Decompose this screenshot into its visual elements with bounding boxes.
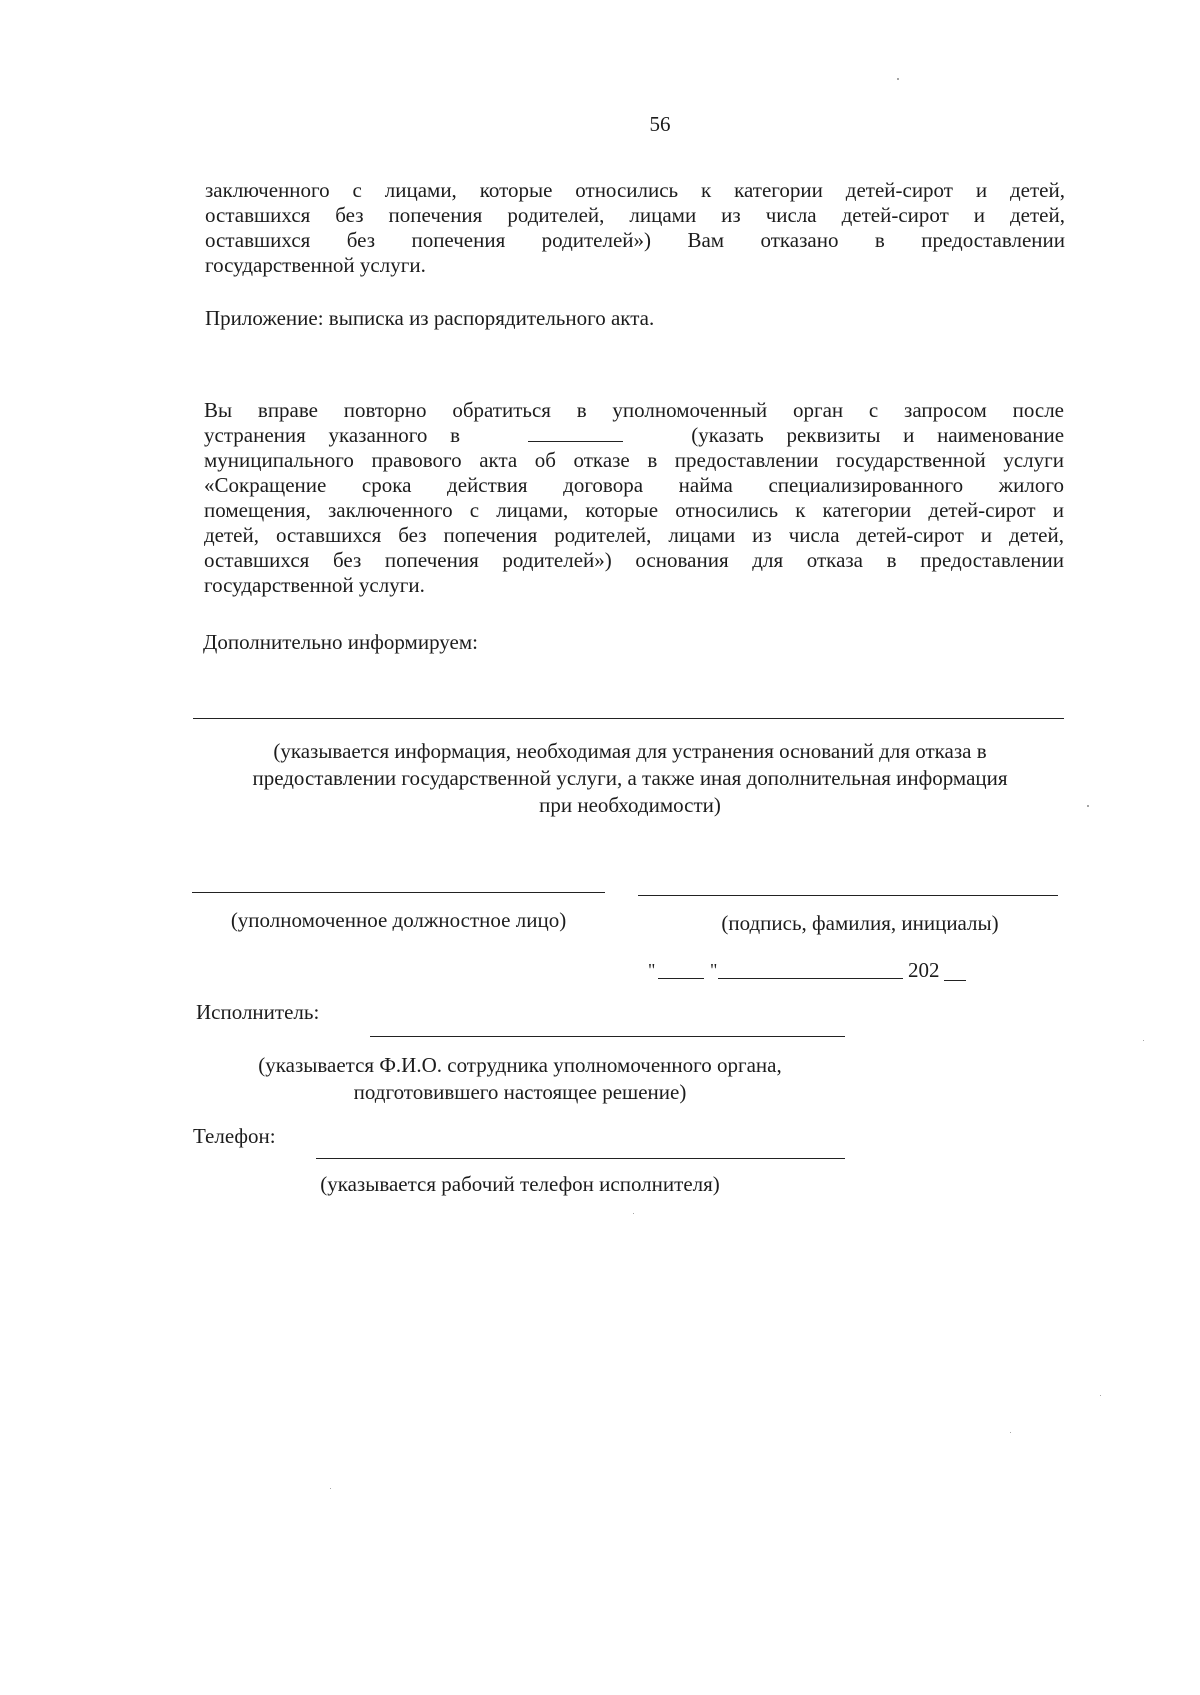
- date-day-line: [658, 978, 704, 979]
- executor-line: [370, 1036, 845, 1037]
- date-year: 202: [908, 958, 940, 982]
- sign-name-line: [638, 895, 1058, 896]
- executor-hint: [200, 1052, 840, 1106]
- hint-line: (указывается Ф.И.О. сотрудника уполномоченного органа,: [258, 1053, 782, 1077]
- scan-speck: [1087, 805, 1089, 807]
- hint-line: подготовившего настоящее решение): [353, 1080, 687, 1104]
- date-close-quote: ": [710, 960, 718, 980]
- paragraph-line: помещения, заключенного с лицами, которые относились к категории детей-сирот и: [204, 498, 1064, 522]
- paragraph-line: оставшихся без попечения родителей») Вам отказано в предоставлении: [205, 228, 1065, 252]
- hint-line: предоставлении государственной услуги, а также иная дополнительная информация: [252, 766, 1008, 790]
- executor-label: Исполнитель:: [196, 1000, 320, 1024]
- paragraph-line: детей, оставшихся без попечения родителей, лицами из числа детей-сирот и детей,: [204, 523, 1064, 547]
- paragraph-line-with-blank: [204, 423, 1064, 448]
- scan-speck: [1010, 1432, 1011, 1433]
- paragraph-line: заключенного с лицами, которые относились к категории детей-сирот и детей,: [205, 178, 1065, 202]
- additional-info-hint: [180, 738, 1080, 819]
- sign-name-label: (подпись, фамилия, инициалы): [721, 911, 999, 935]
- additional-info-label: Дополнительно информируем:: [203, 630, 478, 654]
- paragraph-line: оставшихся без попечения родителей, лицами из числа детей-сирот и детей,: [205, 203, 1065, 227]
- phone-label: Телефон:: [193, 1124, 276, 1148]
- blank-field: [528, 423, 623, 442]
- scan-speck: [330, 1488, 331, 1489]
- phone-line: [316, 1158, 845, 1159]
- date-open-quote: ": [648, 960, 656, 980]
- official-signature-line: [192, 892, 605, 893]
- paragraph-line: оставшихся без попечения родителей») основания для отказа в предоставлении: [204, 548, 1064, 572]
- paragraph-line: «Сокращение срока действия договора найма специализированного жилого: [204, 473, 1064, 497]
- paragraph-line: государственной услуги.: [205, 253, 426, 277]
- additional-info-line: [193, 718, 1064, 719]
- line-text: (указать реквизиты и наименование: [691, 423, 1065, 447]
- scan-speck: [633, 1213, 634, 1214]
- hint-line: (указывается информация, необходимая для устранения оснований для отказа в: [273, 739, 987, 763]
- scan-speck: [897, 78, 899, 80]
- attachment-note: Приложение: выписка из распорядительного акта.: [205, 306, 655, 330]
- date-year-line: [944, 980, 966, 981]
- paragraph-line: Вы вправе повторно обратиться в уполномоченный орган с запросом после: [204, 398, 1064, 422]
- scan-speck: [1143, 1040, 1144, 1041]
- paragraph-line: государственной услуги.: [204, 573, 425, 597]
- hint-line: при необходимости): [539, 793, 721, 817]
- refusal-paragraph: [205, 178, 1065, 278]
- paragraph-line: муниципального правового акта об отказе в предоставлении государственной услуги: [204, 448, 1064, 472]
- line-text: устранения указанного в: [204, 423, 460, 447]
- date-month-line: [718, 978, 903, 979]
- reapply-paragraph: [204, 398, 1064, 598]
- scan-speck: [1100, 1395, 1101, 1396]
- official-label: (уполномоченное должностное лицо): [230, 908, 567, 932]
- page-number: 56: [649, 112, 671, 136]
- phone-hint: (указывается рабочий телефон исполнителя): [320, 1172, 720, 1196]
